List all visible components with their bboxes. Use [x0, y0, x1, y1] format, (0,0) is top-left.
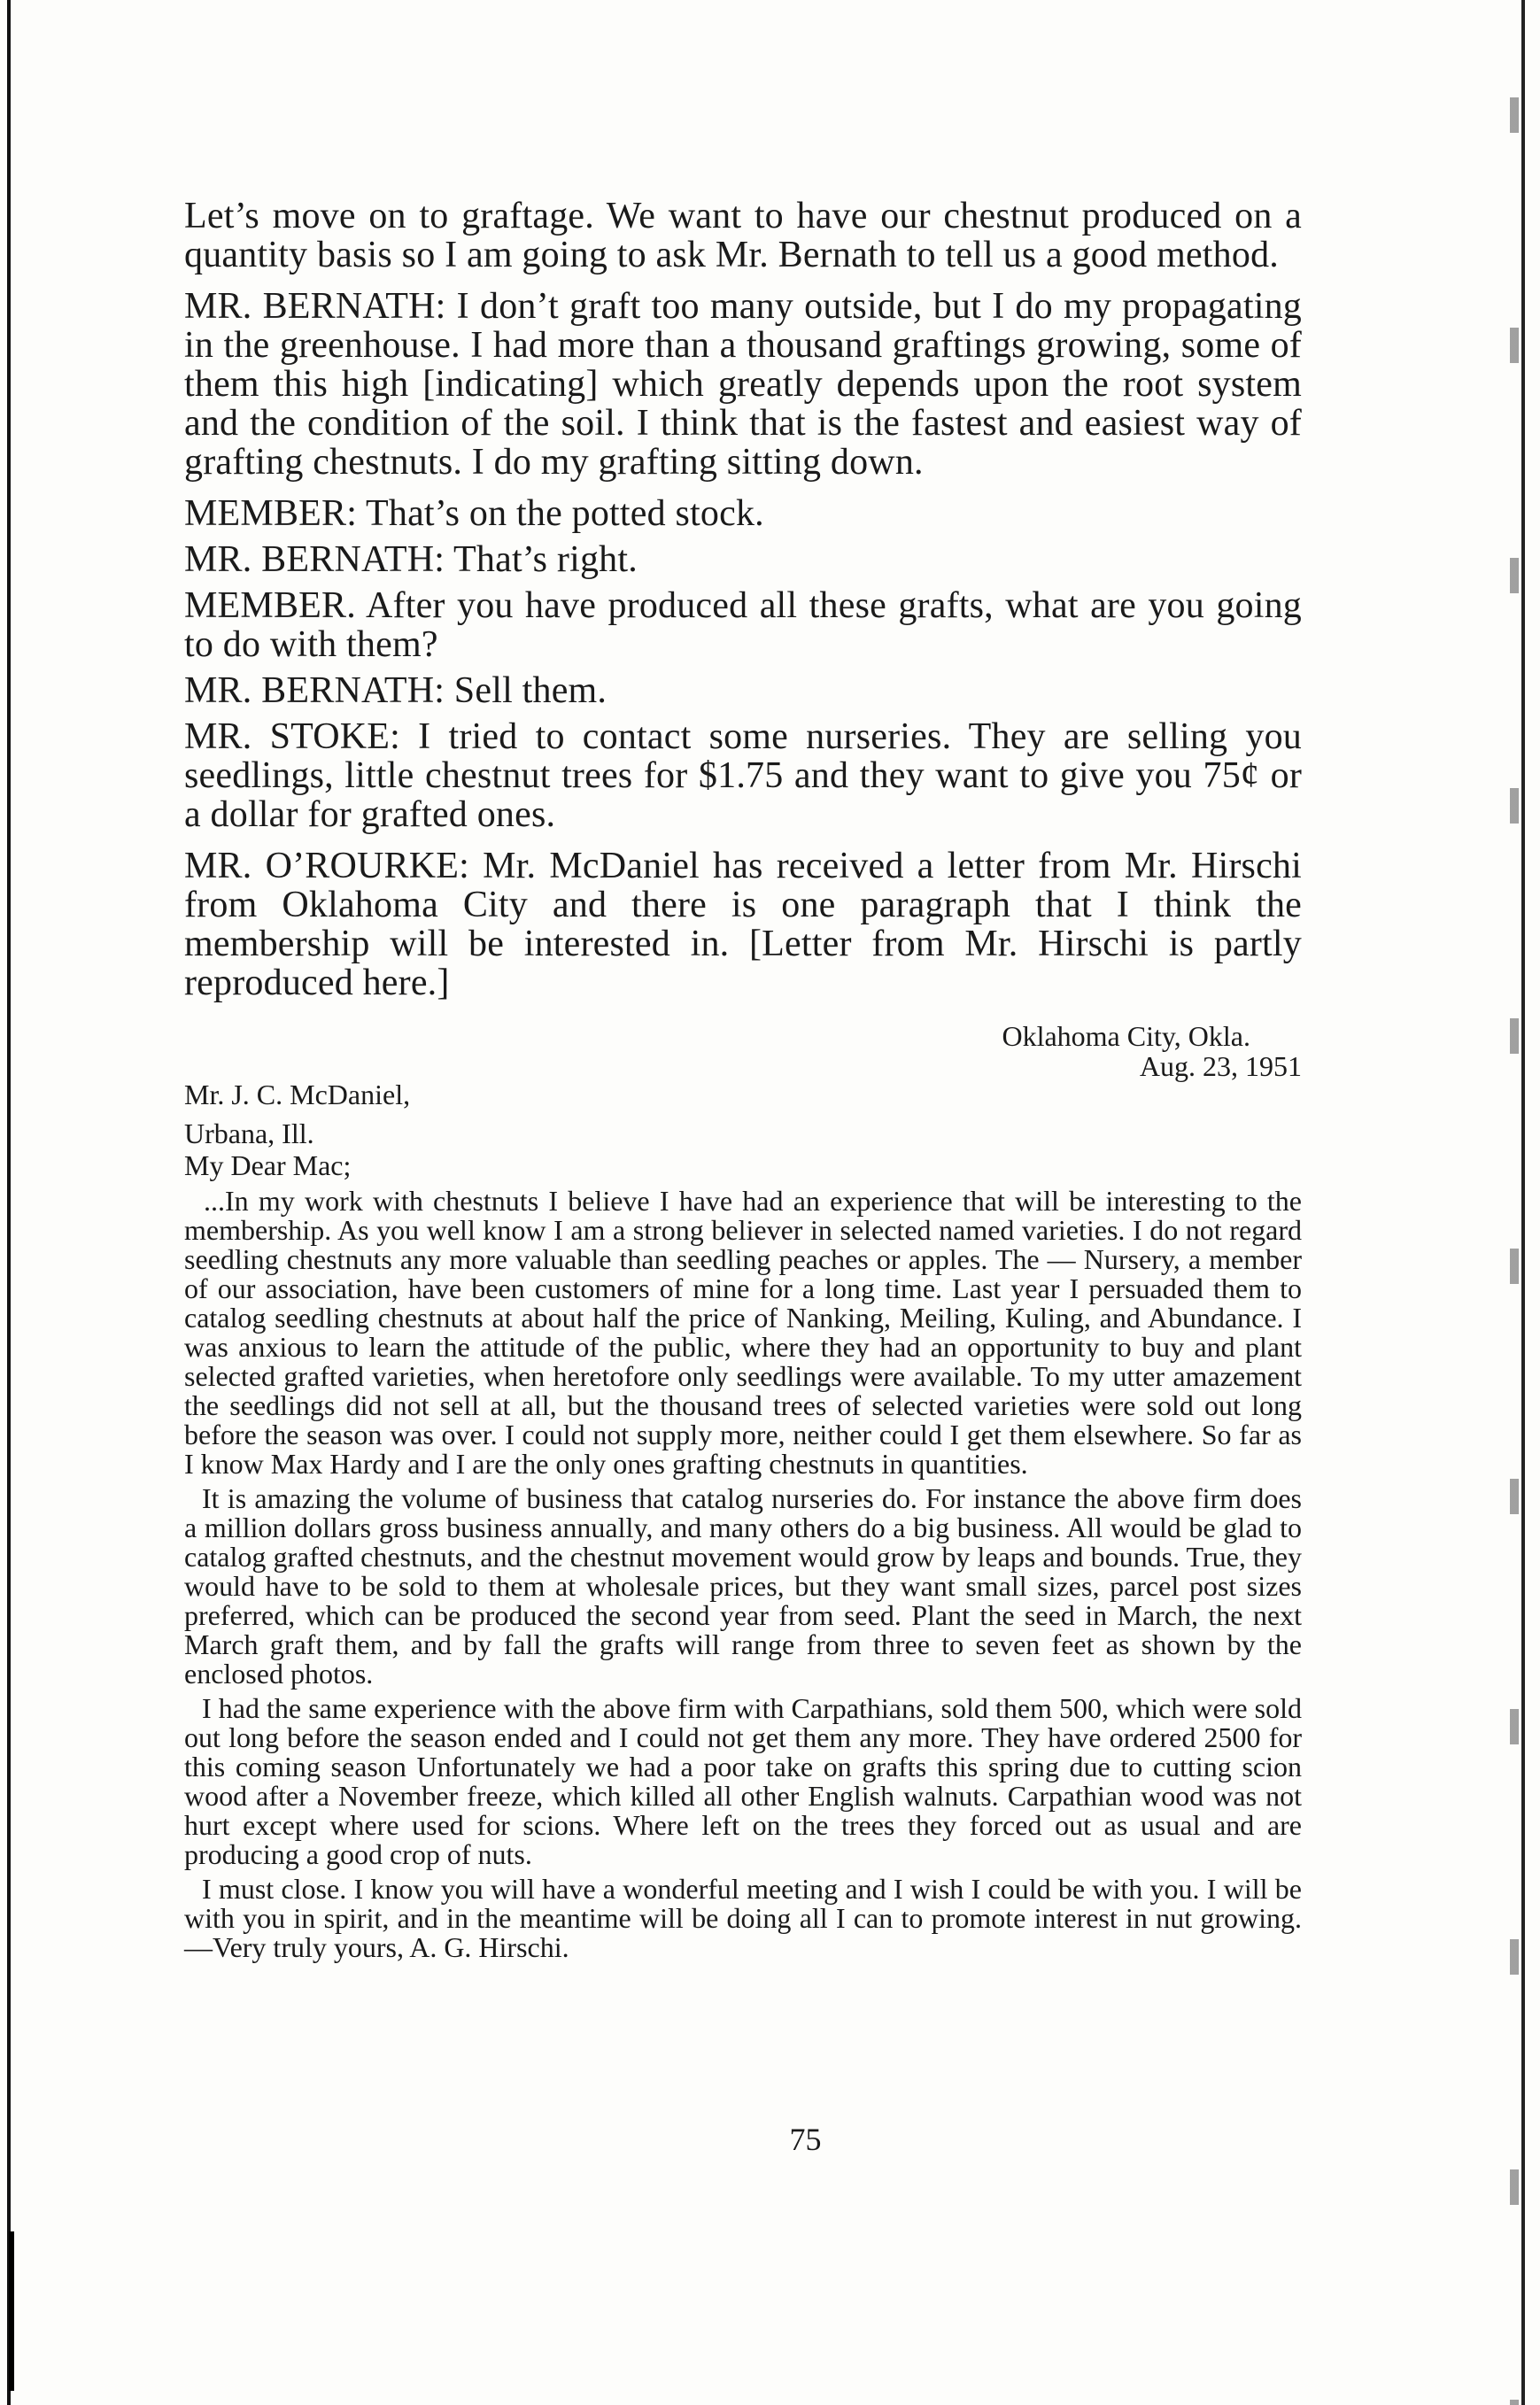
scan-edge-right — [1521, 0, 1525, 2405]
paragraph-graftage-intro: Let’s move on to graftage. We want to have our chestnut produced on a quantity basis so I am going to ask Mr. Bernath to tell us a good method. — [184, 196, 1302, 275]
letter-heading — [184, 1020, 1302, 1082]
scan-edge-left — [7, 0, 11, 2405]
scan-edge-left-mark — [9, 2231, 14, 2391]
letter-date: Aug. 23, 1951 — [1139, 1050, 1302, 1082]
discussion-transcript — [184, 197, 1302, 1002]
letter-paragraph: It is amazing the volume of business that catalog nurseries do. For instance the above firm does a million dollars gross business annually, and many others do a big business. All would be glad to catalog grafted chestnuts, and the chestnut movement would grow by leaps and bounds. True, they would have to be sold to them at wholesale prices, but they want small sizes, parcel post sizes preferred, which can be produced the second year from seed. Plant the seed in March, the next March graft them, and by fall the grafts will range from three to seven feet as shown by the enclosed photos. — [184, 1482, 1302, 1690]
letter-salutation: My Dear Mac; — [184, 1149, 352, 1181]
paragraph-bernath-right: MR. BERNATH: That’s right. — [184, 539, 638, 580]
letter-addressee — [184, 1079, 1302, 1181]
letter-place: Oklahoma City, Okla. — [1002, 1020, 1250, 1052]
addressee-name: Mr. J. C. McDaniel, — [184, 1079, 411, 1110]
letter-paragraph: ...In my work with chestnuts I believe I have had an experience that will be interesting to the membership. As you well know I am a strong believer in selected named varieties. I do not regard seedling chestnuts any more valuable than seedling peaches or apples. The — Nursery, a member of our association, have been customers of mine for a long time. Last year I persuaded them to catalog seedling chestnuts at about half the price of Nanking, Meiling, Kuling, and Abundance. I was anxious to learn the attitude of the public, where they had an opportunity to buy and plant selected grafted varieties, when heretofore only seedlings were available. To my utter amazement the seedlings did not sell at all, but the thousand trees of selected varieties were sold out long before the season was over. I could not supply more, neither could I get them elsewhere. So far as I know Max Hardy and I are the only ones grafting chestnuts in quantities. — [184, 1185, 1302, 1480]
page-content — [184, 197, 1302, 1962]
paragraph-orourke-letter: MR. O’ROURKE: Mr. McDaniel has received a letter from Mr. Hirschi from Oklahoma City and there is one paragraph that I think the membership will be interested in. [Letter from Mr. Hirschi is partly reproduced here.] — [184, 846, 1302, 1003]
addressee-city: Urbana, Ill. — [184, 1117, 314, 1149]
page-number: 75 — [789, 2122, 822, 2157]
paragraph-member-grafts: MEMBER. After you have produced all these grafts, what are you going to do with them? — [184, 585, 1302, 665]
letter-body — [184, 1187, 1302, 1962]
letter-paragraph: I had the same experience with the above firm with Carpathians, sold them 500, which were sold out long before the season ended and I could not get them any more. They have ordered 2500 for this coming season Unfortunately we had a poor take on grafts this spring due to cutting scion wood after a November freeze, which killed all other English walnuts. Carpathian wood was not hurt except where used for scions. Where left on the trees they forced out as usual and are producing a good crop of nuts. — [184, 1692, 1302, 1870]
paragraph-stoke-nurseries: MR. STOKE: I tried to contact some nurseries. They are selling you seedlings, little chestnut trees for $1.75 and they want to give you 75¢ or a dollar for grafted ones. — [184, 716, 1302, 835]
letter-paragraph: I must close. I know you will have a wonderful meeting and I wish I could be with you. I will be with you in spirit, and in the meantime will be doing all I can to promote interest in nut growing.—Very truly yours, A. G. Hirschi. — [184, 1873, 1302, 1963]
paragraph-bernath-greenhouse: MR. BERNATH: I don’t graft too many outside, but I do my propagating in the greenhouse. I had more than a thousand graftings growing, some of them this high [indicating] which greatly depends upon the root system and the condition of the soil. I think that is the fastest and easiest way of grafting chestnuts. I do my grafting sitting down. — [184, 286, 1302, 483]
paragraph-bernath-sell: MR. BERNATH: Sell them. — [184, 670, 607, 711]
paragraph-member-potted-stock: MEMBER: That’s on the potted stock. — [184, 493, 764, 534]
scan-edge-right-marks — [1510, 0, 1519, 2405]
